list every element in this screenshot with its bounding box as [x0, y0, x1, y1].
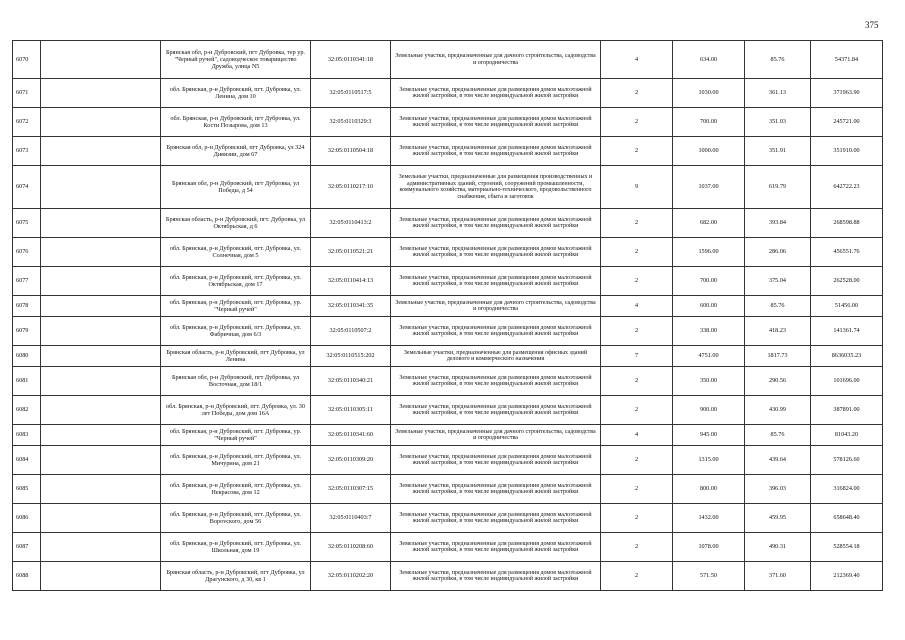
area-cell: 1432.00: [673, 504, 745, 533]
address-cell: Брянская обл, р-н Дубровский, пгт Дубровка, ул Восточная, дом 18/1: [161, 367, 311, 396]
unit-price-cell: 85.76: [745, 296, 811, 317]
land-use-cell: Земельные участки, предназначенные для размещения домов малоэтажной жилой застройки, в том числе индивидуальной жилой застройки: [391, 79, 601, 108]
row-number: 6079: [13, 317, 41, 346]
cadastral-number-cell: 32:05:0110403:7: [311, 504, 391, 533]
land-use-cell: Земельные участки, предназначенные для размещения домов малоэтажной жилой застройки, в том числе индивидуальной жилой застройки: [391, 446, 601, 475]
land-use-cell: Земельные участки, предназначенные для дачного строительства, садоводства и огородничества: [391, 296, 601, 317]
land-use-cell: Земельные участки, предназначенные для дачного строительства, садоводства и огородничества: [391, 425, 601, 446]
cadastral-number-cell: 32:05:0110202:20: [311, 562, 391, 591]
category-cell: 2: [601, 238, 673, 267]
area-cell: 600.00: [673, 296, 745, 317]
unit-price-cell: 361.13: [745, 79, 811, 108]
blank-cell: [41, 209, 161, 238]
land-use-cell: Земельные участки, предназначенные для размещения домов малоэтажной жилой застройки, в том числе индивидуальной жилой застройки: [391, 504, 601, 533]
area-cell: 900.00: [673, 396, 745, 425]
page-number: 375: [865, 20, 879, 30]
land-use-cell: Земельные участки, предназначенные для размещения домов малоэтажной жилой застройки, в том числе индивидуальной жилой застройки: [391, 562, 601, 591]
row-number: 6082: [13, 396, 41, 425]
unit-price-cell: 393.84: [745, 209, 811, 238]
table-row: [13, 396, 883, 425]
blank-cell: [41, 267, 161, 296]
cadastral-value-cell: 371963.90: [811, 79, 883, 108]
blank-cell: [41, 346, 161, 367]
area-cell: 634.00: [673, 41, 745, 79]
cadastral-value-cell: 456551.76: [811, 238, 883, 267]
cadastral-number-cell: 32:05:0110414:13: [311, 267, 391, 296]
cadastral-value-cell: 245721.00: [811, 108, 883, 137]
table-row: [13, 446, 883, 475]
row-number: 6072: [13, 108, 41, 137]
category-cell: 2: [601, 475, 673, 504]
table-row: [13, 346, 883, 367]
row-number: 6086: [13, 504, 41, 533]
area-cell: 1000.00: [673, 137, 745, 166]
cadastral-value-cell: 141361.74: [811, 317, 883, 346]
category-cell: 2: [601, 267, 673, 296]
blank-cell: [41, 238, 161, 267]
row-number: 6074: [13, 166, 41, 209]
unit-price-cell: 286.06: [745, 238, 811, 267]
address-cell: обл. Брянская, р-н Дубровский, пгт. Дубровка, ул. Школьная, дом 19: [161, 533, 311, 562]
blank-cell: [41, 296, 161, 317]
category-cell: 2: [601, 108, 673, 137]
area-cell: 571.50: [673, 562, 745, 591]
table-row: [13, 79, 883, 108]
land-use-cell: Земельные участки, предназначенные для размещения производственных и административных зданий, строений, сооружений промышленности, коммунального хозяйства, материально-технического, продовольственного снабжения, сбыта и заготовок: [391, 166, 601, 209]
cadastral-number-cell: 32:05:0110341:35: [311, 296, 391, 317]
cadastral-value-cell: 658648.40: [811, 504, 883, 533]
address-cell: обл. Брянская, р-н Дубровский, пгт Дубровка, ул. Кости Позырова, дом 13: [161, 108, 311, 137]
cadastral-value-cell: 8636035.23: [811, 346, 883, 367]
table-row: [13, 209, 883, 238]
row-number: 6088: [13, 562, 41, 591]
category-cell: 9: [601, 166, 673, 209]
area-cell: 700.00: [673, 108, 745, 137]
row-number: 6076: [13, 238, 41, 267]
address-cell: обл. Брянская, р-н Дубровский, пгт. Дубровка, ул. Некрасова, дом 12: [161, 475, 311, 504]
cadastral-number-cell: 32:05:0110341:18: [311, 41, 391, 79]
table-row: [13, 137, 883, 166]
category-cell: 2: [601, 533, 673, 562]
row-number: 6071: [13, 79, 41, 108]
blank-cell: [41, 137, 161, 166]
category-cell: 2: [601, 79, 673, 108]
row-number: 6081: [13, 367, 41, 396]
land-use-cell: Земельные участки, предназначенные для размещения домов малоэтажной жилой застройки, в том числе индивидуальной жилой застройки: [391, 396, 601, 425]
cadastral-value-cell: 351910.00: [811, 137, 883, 166]
area-cell: 945.00: [673, 425, 745, 446]
area-cell: 350.00: [673, 367, 745, 396]
table-row: [13, 533, 883, 562]
row-number: 6073: [13, 137, 41, 166]
category-cell: 4: [601, 41, 673, 79]
cadastral-value-cell: 642722.23: [811, 166, 883, 209]
row-number: 6085: [13, 475, 41, 504]
cadastral-value-cell: 51456.00: [811, 296, 883, 317]
category-cell: 2: [601, 317, 673, 346]
row-number: 6077: [13, 267, 41, 296]
table-row: [13, 267, 883, 296]
cadastral-value-cell: 387891.00: [811, 396, 883, 425]
blank-cell: [41, 79, 161, 108]
area-cell: 700.00: [673, 267, 745, 296]
blank-cell: [41, 396, 161, 425]
table-row: [13, 562, 883, 591]
land-use-cell: Земельные участки, предназначенные для размещения домов малоэтажной жилой застройки, в том числе индивидуальной жилой застройки: [391, 475, 601, 504]
cadastral-number-cell: 32:05:0110517:5: [311, 79, 391, 108]
row-number: 6080: [13, 346, 41, 367]
category-cell: 2: [601, 504, 673, 533]
blank-cell: [41, 108, 161, 137]
unit-price-cell: 490.31: [745, 533, 811, 562]
land-use-cell: Земельные участки, предназначенные для размещения домов малоэтажной жилой застройки, в том числе индивидуальной жилой застройки: [391, 238, 601, 267]
area-cell: 682.00: [673, 209, 745, 238]
area-cell: 1596.00: [673, 238, 745, 267]
area-cell: 1037.00: [673, 166, 745, 209]
row-number: 6078: [13, 296, 41, 317]
address-cell: Брянская обл, р-н Дубровский, пгт Дубровка, ул 324 Дивизии, дом 67: [161, 137, 311, 166]
cadastral-number-cell: 32:05:0110504:18: [311, 137, 391, 166]
land-use-cell: Земельные участки, предназначенные для размещения домов малоэтажной жилой застройки, в том числе индивидуальной жилой застройки: [391, 209, 601, 238]
blank-cell: [41, 446, 161, 475]
address-cell: обл. Брянская, р-н Дубровский, пгт. Дубровка, ур. "Черный ручей": [161, 296, 311, 317]
cadastral-number-cell: 32:05:0110217:10: [311, 166, 391, 209]
row-number: 6083: [13, 425, 41, 446]
category-cell: 2: [601, 562, 673, 591]
area-cell: 1315.00: [673, 446, 745, 475]
category-cell: 2: [601, 367, 673, 396]
cadastral-number-cell: 32:05:0110309:20: [311, 446, 391, 475]
table-row: [13, 475, 883, 504]
land-use-cell: Земельные участки, предназначенные для размещения домов малоэтажной жилой застройки, в том числе индивидуальной жилой застройки: [391, 317, 601, 346]
table-row: [13, 166, 883, 209]
category-cell: 2: [601, 137, 673, 166]
land-use-cell: Земельные участки, предназначенные для размещения домов малоэтажной жилой застройки, в том числе индивидуальной жилой застройки: [391, 108, 601, 137]
cadastral-value-cell: 268598.88: [811, 209, 883, 238]
cadastral-number-cell: 32:05:0110305:11: [311, 396, 391, 425]
area-cell: 800.00: [673, 475, 745, 504]
category-cell: 2: [601, 396, 673, 425]
table-row: [13, 238, 883, 267]
unit-price-cell: 439.64: [745, 446, 811, 475]
unit-price-cell: 619.79: [745, 166, 811, 209]
blank-cell: [41, 425, 161, 446]
blank-cell: [41, 475, 161, 504]
land-use-cell: Земельные участки, предназначенные для размещения домов малоэтажной жилой застройки, в том числе индивидуальной жилой застройки: [391, 533, 601, 562]
cadastral-value-cell: 528554.18: [811, 533, 883, 562]
category-cell: 7: [601, 346, 673, 367]
cadastral-number-cell: 32:05:0110515:202: [311, 346, 391, 367]
blank-cell: [41, 533, 161, 562]
unit-price-cell: 430.99: [745, 396, 811, 425]
row-number: 6070: [13, 41, 41, 79]
area-cell: 1078.00: [673, 533, 745, 562]
land-use-cell: Земельные участки, предназначенные для размещения домов малоэтажной жилой застройки, в том числе индивидуальной жилой застройки: [391, 137, 601, 166]
cadastral-number-cell: 32:05:0110521:21: [311, 238, 391, 267]
table-row: [13, 367, 883, 396]
cadastral-number-cell: 32:05:0110413:2: [311, 209, 391, 238]
unit-price-cell: 351.03: [745, 108, 811, 137]
unit-price-cell: 85.76: [745, 41, 811, 79]
unit-price-cell: 85.76: [745, 425, 811, 446]
table-row: [13, 108, 883, 137]
address-cell: обл. Брянская, р-н Дубровский, пгт. Дубровка, ул. 30 лет Победы, дом дом 16А: [161, 396, 311, 425]
category-cell: 4: [601, 425, 673, 446]
land-registry-table: [12, 40, 883, 591]
cadastral-number-cell: 32:05:0110340:21: [311, 367, 391, 396]
cadastral-number-cell: 32:05:0110307:15: [311, 475, 391, 504]
unit-price-cell: 418.23: [745, 317, 811, 346]
cadastral-number-cell: 32:05:0110507:2: [311, 317, 391, 346]
unit-price-cell: 1817.73: [745, 346, 811, 367]
cadastral-number-cell: 32:05:0110341:60: [311, 425, 391, 446]
table-row: [13, 504, 883, 533]
table-row: [13, 296, 883, 317]
unit-price-cell: 375.04: [745, 267, 811, 296]
table-row: [13, 317, 883, 346]
row-number: 6075: [13, 209, 41, 238]
blank-cell: [41, 41, 161, 79]
unit-price-cell: 459.95: [745, 504, 811, 533]
land-use-cell: Земельные участки, предназначенные для размещения офисных зданий делового и коммерческого назначения: [391, 346, 601, 367]
category-cell: 4: [601, 296, 673, 317]
land-use-cell: Земельные участки, предназначенные для размещения домов малоэтажной жилой застройки, в том числе индивидуальной жилой застройки: [391, 367, 601, 396]
address-cell: обл. Брянская, р-н Дубровский, пгт. Дубровка, ул. Солнечная, дом 5: [161, 238, 311, 267]
blank-cell: [41, 166, 161, 209]
unit-price-cell: 290.56: [745, 367, 811, 396]
cadastral-value-cell: 316824.00: [811, 475, 883, 504]
table-row: [13, 425, 883, 446]
address-cell: Брянская область, р-н Дубровский, пгт Дубровка, ул Ленина: [161, 346, 311, 367]
address-cell: обл. Брянская, р-н Дубровский, пгт. Дубровка, ул. Ворovского, дом 56: [161, 504, 311, 533]
address-cell: Брянская обл, р-н Дубровский, пгт Дубровка, ул Победы, д 54: [161, 166, 311, 209]
cadastral-number-cell: 32:05:0110329:3: [311, 108, 391, 137]
area-cell: 338.00: [673, 317, 745, 346]
area-cell: 4751.00: [673, 346, 745, 367]
table-row: [13, 41, 883, 79]
cadastral-value-cell: 54371.84: [811, 41, 883, 79]
blank-cell: [41, 504, 161, 533]
row-number: 6087: [13, 533, 41, 562]
address-cell: обл. Брянская, р-н Дубровский, пгт. Дубровка, ур. "Черный ручей": [161, 425, 311, 446]
land-use-cell: Земельные участки, предназначенные для дачного строительства, садоводства и огородничества: [391, 41, 601, 79]
address-cell: Брянская область, р-н Дубровский, пгт. Дубровка, ул Октябрьская, д 6: [161, 209, 311, 238]
unit-price-cell: 396.03: [745, 475, 811, 504]
blank-cell: [41, 367, 161, 396]
blank-cell: [41, 562, 161, 591]
cadastral-value-cell: 81043.20: [811, 425, 883, 446]
cadastral-value-cell: 262528.00: [811, 267, 883, 296]
address-cell: обл. Брянская, р-н Дубровский, пгт. Дубровка, ул. Октябрьская, дом 17: [161, 267, 311, 296]
address-cell: обл. Брянская, р-н Дубровский, пгт. Дубровка, ул. Мичурина, дом 21: [161, 446, 311, 475]
cadastral-value-cell: 578126.60: [811, 446, 883, 475]
address-cell: Брянская область, р-н Дубровский, пгт Дубровка, ул Драгунского, д 30, кв 1: [161, 562, 311, 591]
category-cell: 2: [601, 209, 673, 238]
area-cell: 1030.00: [673, 79, 745, 108]
unit-price-cell: 371.60: [745, 562, 811, 591]
address-cell: обл. Брянская, р-н Дубровский, пгт. Дубровка, ул. Ленина, дом 10: [161, 79, 311, 108]
blank-cell: [41, 317, 161, 346]
category-cell: 2: [601, 446, 673, 475]
address-cell: Брянская обл, р-н Дубровский, пгт Дубровка, тер ур. "Черный ручей", садоводческое товарищество Дружба, улица N5: [161, 41, 311, 79]
address-cell: обл. Брянская, р-н Дубровский, пгт. Дубровка, ул. Фабричная, дом 6/3: [161, 317, 311, 346]
cadastral-value-cell: 101696.00: [811, 367, 883, 396]
unit-price-cell: 351.91: [745, 137, 811, 166]
cadastral-value-cell: 212369.40: [811, 562, 883, 591]
land-use-cell: Земельные участки, предназначенные для размещения домов малоэтажной жилой застройки, в том числе индивидуальной жилой застройки: [391, 267, 601, 296]
row-number: 6084: [13, 446, 41, 475]
cadastral-number-cell: 32:05:0110208:60: [311, 533, 391, 562]
